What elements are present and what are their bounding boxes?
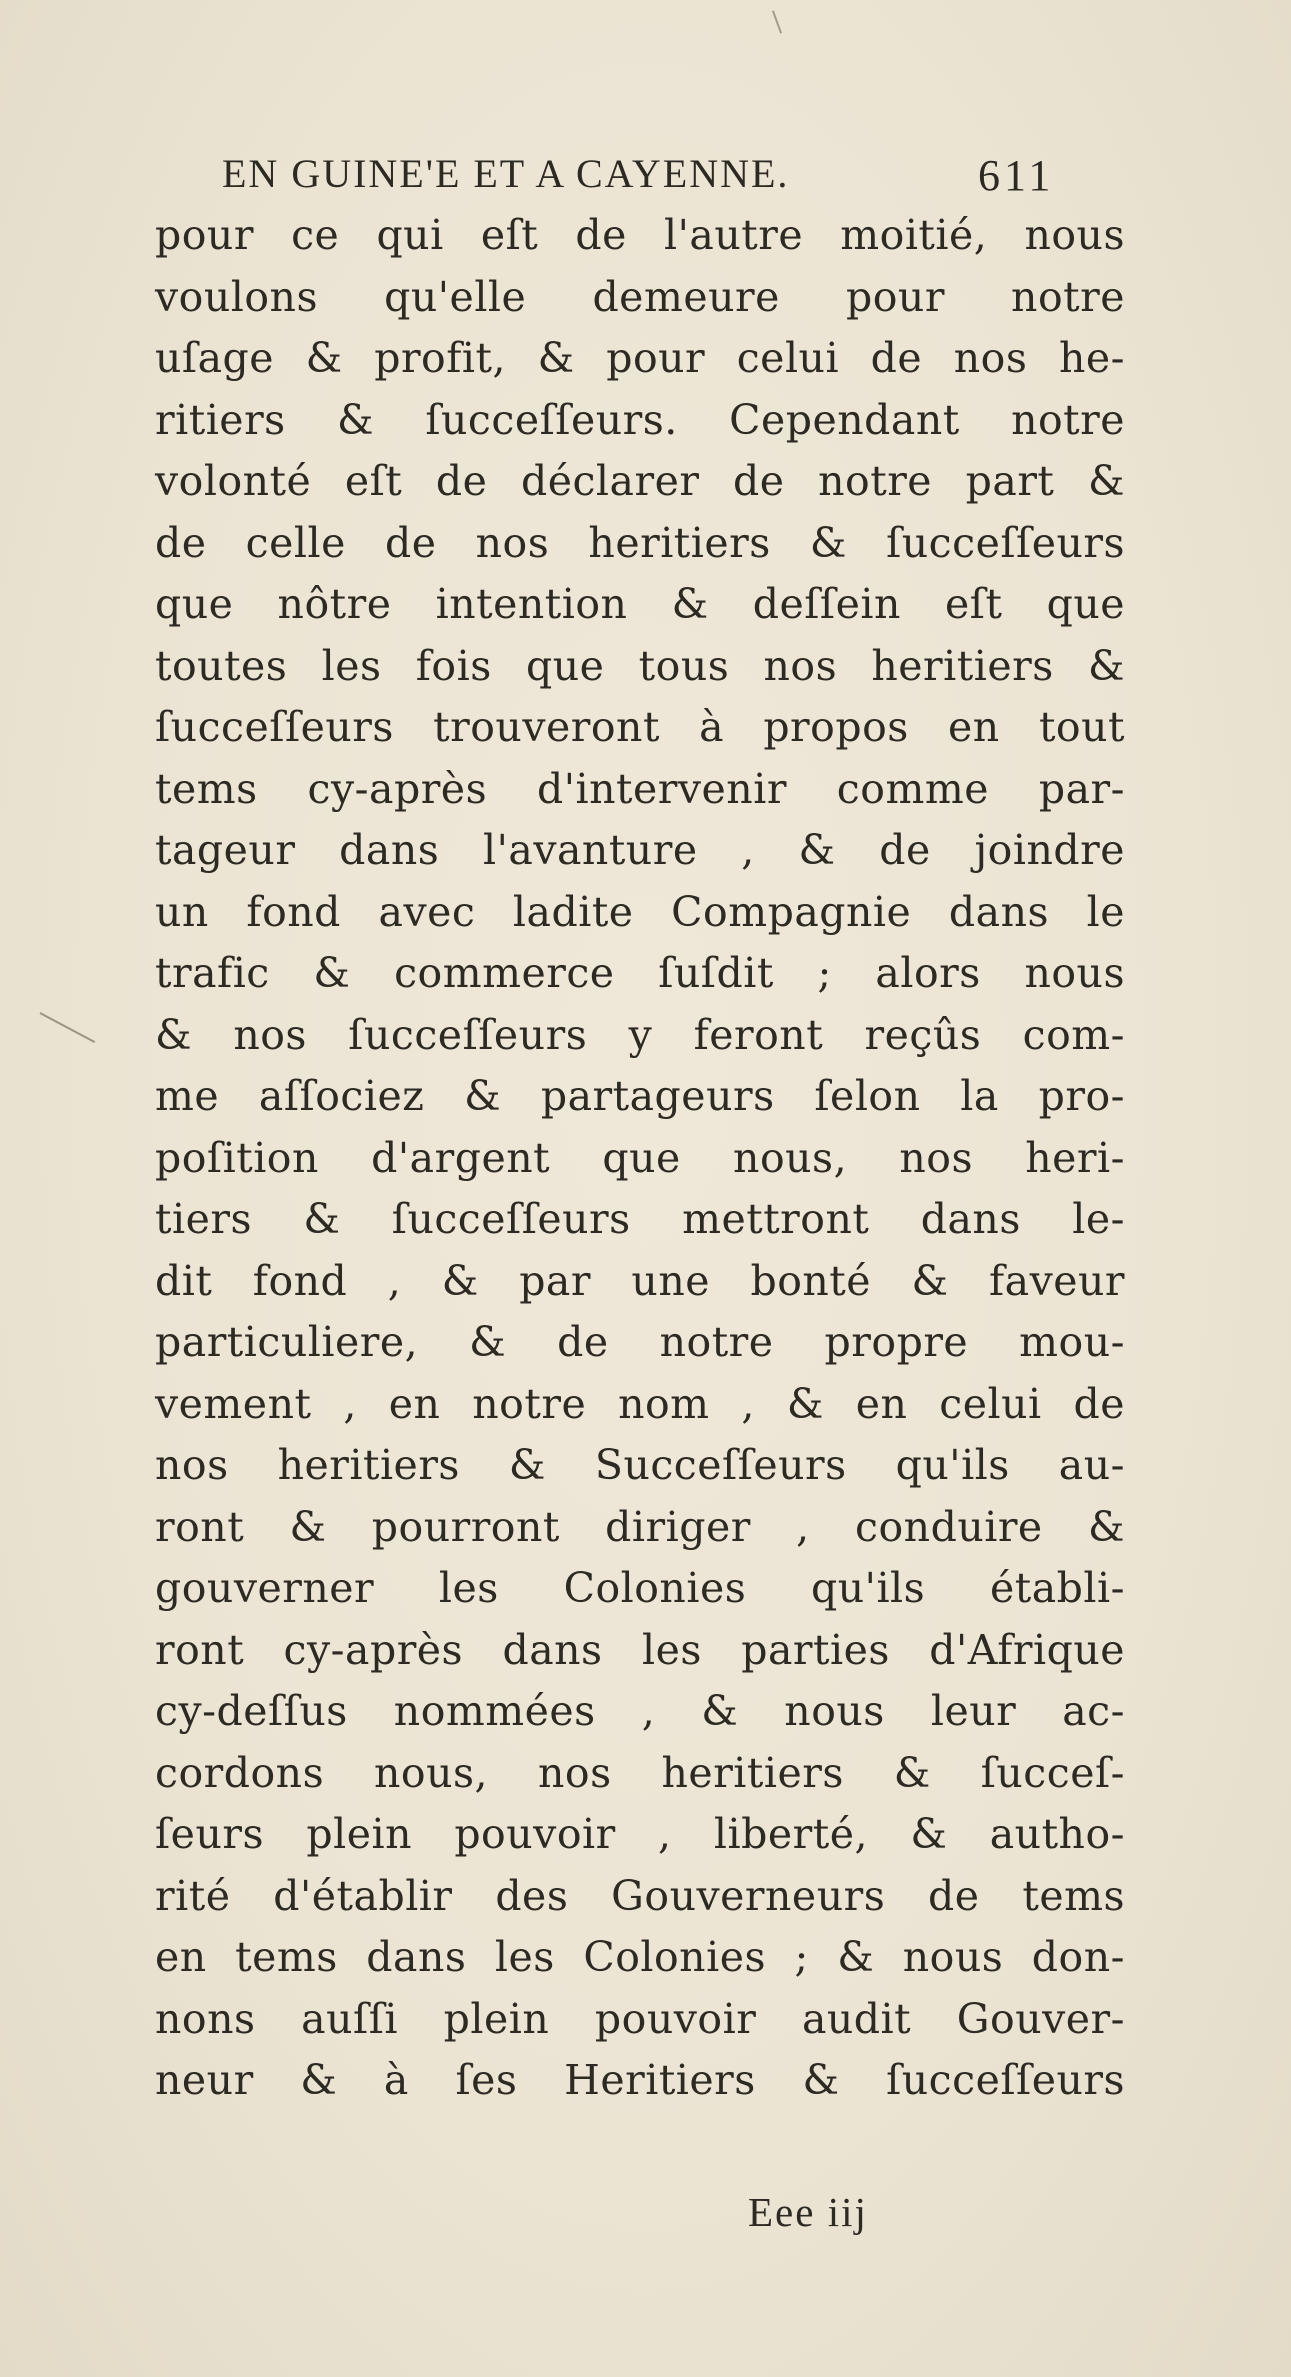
- text-line: cy-deſſus nommées , & nous leur ac-: [155, 1687, 1125, 1735]
- text-line: voulons qu'elle demeure pour notre: [155, 272, 1125, 321]
- text-line: rité d'établir des Gouverneurs de tems: [155, 1871, 1125, 1920]
- text-line: de celle de nos heritiers & ſucceſſeurs: [155, 518, 1125, 567]
- text-line: ront & pourront diriger , conduire &: [155, 1502, 1125, 1551]
- text-line: tems cy-après d'intervenir comme par-: [155, 764, 1125, 813]
- text-line: que nôtre intention & deſſein eſt que: [155, 580, 1125, 628]
- text-line: toutes les fois que tous nos heritiers &: [155, 641, 1125, 690]
- text-line: ritiers & ſucceſſeurs. Cependant notre: [155, 395, 1125, 444]
- text-line: nons auſſi plein pouvoir audit Gouver-: [155, 1994, 1125, 2043]
- text-line: volonté eſt de déclarer de notre part &: [155, 457, 1125, 505]
- text-line: en tems dans les Colonies ; & nous don-: [155, 1933, 1125, 1981]
- text-line: ſucceſſeurs trouveront à propos en tout: [155, 703, 1125, 751]
- text-line: tageur dans l'avanture , & de joindre: [155, 826, 1125, 874]
- text-line: gouverner les Colonies qu'ils établi-: [155, 1564, 1125, 1612]
- text-line: me aſſociez & partageurs ſelon la pro-: [155, 1072, 1125, 1120]
- text-line: particuliere, & de notre propre mou-: [155, 1318, 1125, 1366]
- text-line: trafic & commerce ſuſdit ; alors nous: [155, 949, 1125, 997]
- text-line: vement , en notre nom , & en celui de: [155, 1379, 1125, 1428]
- body-text: [155, 205, 1125, 2112]
- text-line: & nos ſucceſſeurs y feront reçûs com-: [155, 1010, 1125, 1059]
- top-pencil-mark: [772, 10, 782, 33]
- text-line: ront cy-après dans les parties d'Afrique: [155, 1625, 1125, 1674]
- page-number: 611: [978, 151, 1055, 200]
- text-line: un fond avec ladite Compagnie dans le: [155, 887, 1125, 936]
- text-line: uſage & profit, & pour celui de nos he-: [155, 334, 1125, 382]
- running-head-title: EN GUINE'E ET A CAYENNE.: [222, 151, 790, 196]
- text-line: tiers & ſucceſſeurs mettront dans le-: [155, 1195, 1125, 1243]
- text-line: ſeurs plein pouvoir , liberté, & autho-: [155, 1810, 1125, 1858]
- running-head: [222, 150, 1122, 210]
- text-line: cordons nous, nos heritiers & ſucceſ-: [155, 1748, 1125, 1797]
- text-line: neur & à ſes Heritiers & ſucceſſeurs: [155, 2056, 1125, 2104]
- text-line: pour ce qui eſt de l'autre moitié, nous: [155, 211, 1125, 259]
- text-line: dit fond , & par une bonté & faveur: [155, 1256, 1125, 1305]
- text-line: poſition d'argent que nous, nos heri-: [155, 1133, 1125, 1182]
- margin-pencil-mark: [40, 1012, 96, 1043]
- signature-mark: Eee iij: [748, 2189, 868, 2235]
- text-line: nos heritiers & Succeſſeurs qu'ils au-: [155, 1441, 1125, 1489]
